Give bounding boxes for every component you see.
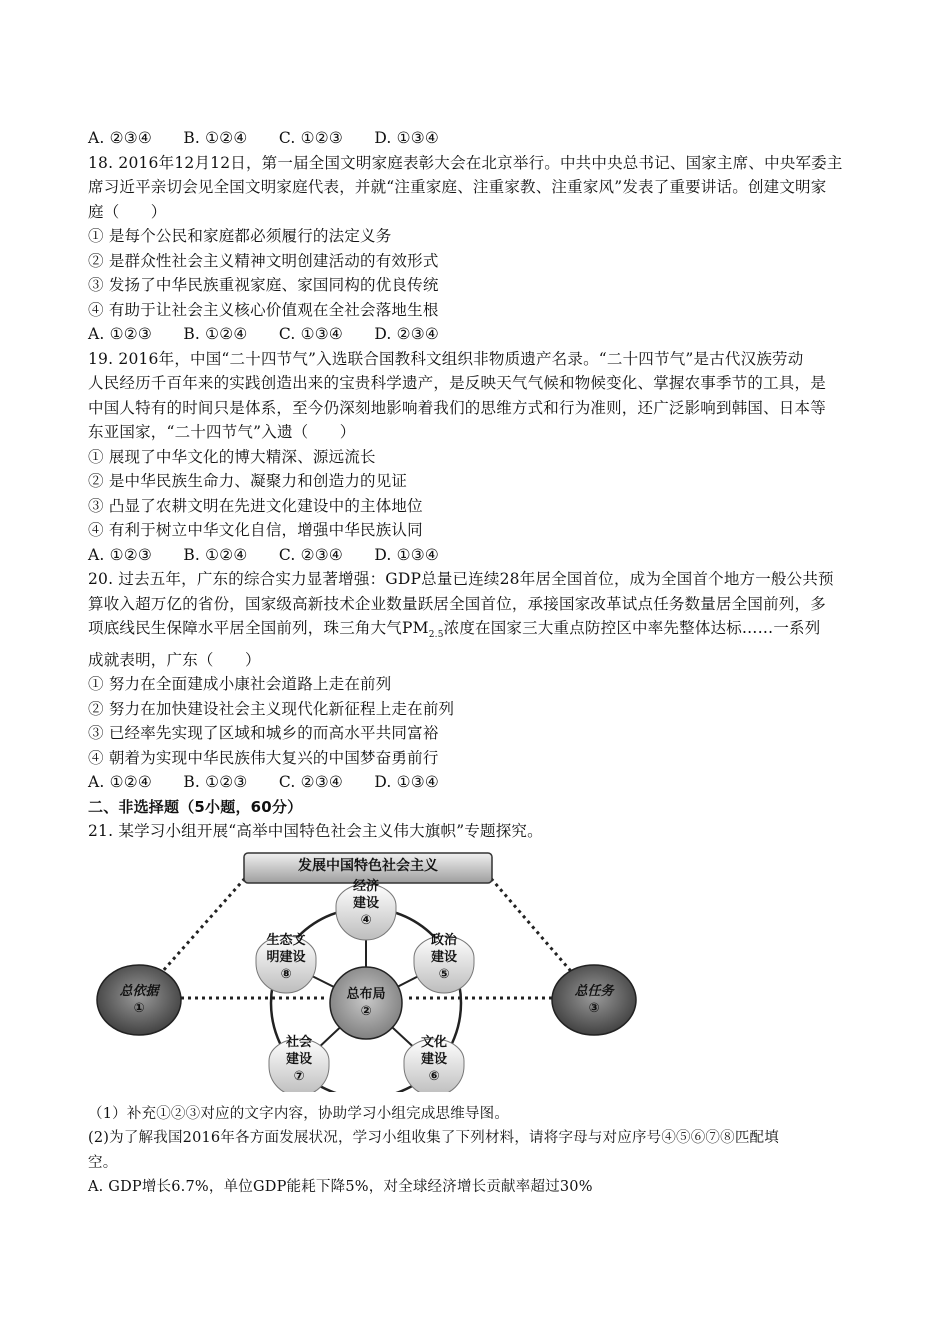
q18-stem-line-1: 18. 2016年12月12日，第一届全国文明家庭表彰大会在北京举行。中共中央总书记、国家主席、中央军委主 <box>88 153 843 172</box>
q20-stem-line-2: 算收入超万亿的省份，国家级高新技术企业数量跃居全国首位，承接国家改革试点任务数量居全国前列，多 <box>88 594 826 613</box>
right-circle-label: 总任务 ③ <box>574 983 614 1016</box>
left-circle-label: 总依据 ① <box>119 983 159 1016</box>
q18-item-3: ③ 发扬了中华民族重视家庭、家国同构的优良传统 <box>88 276 439 294</box>
q18-item-4: ④ 有助于让社会主义核心价值观在全社会落地生根 <box>88 300 439 319</box>
q19-stem-line-1: 19. 2016年，中国“二十四节气”入选联合国教科文组织非物质遗产名录。“二十四节气”是古代汉族劳动 <box>88 349 804 368</box>
q19-stem-line-4: 东亚国家，“二十四节气”入遗（ ） <box>88 423 356 441</box>
top-banner-label: 发展中国特色社会主义 <box>298 857 438 874</box>
q19-item-2: ② 是中华民族生命力、凝聚力和创造力的见证 <box>88 472 408 490</box>
node-society-label: 社会 建设 ⑦ <box>285 1034 312 1084</box>
q19-item-1: ① 展现了中华文化的博大精深、源远流长 <box>88 447 376 466</box>
node-culture-label: 文化 建设 ⑥ <box>420 1034 447 1084</box>
q21-sub2-line-1: (2)为了解我国2016年各方面发展状况，学习小组收集了下列材料，请将字母与对应序号④⑤⑥⑦⑧匹配填 <box>88 1130 779 1147</box>
q19-item-4: ④ 有利于树立中华文化自信，增强中华民族认同 <box>88 521 423 539</box>
q20-options: A. ①②④ B. ①②③ C. ②③④ D. ①③④ <box>88 773 439 792</box>
q18-options: A. ①②③ B. ①②④ C. ①③④ D. ②③④ <box>88 325 439 343</box>
q20-stem-line-3 <box>88 616 870 648</box>
q17-options: A. ②③④ B. ①②④ C. ①②③ D. ①③④ <box>88 129 439 147</box>
q21-sub1: （1）补充①②③对应的文字内容，协助学习小组完成思维导图。 <box>88 1105 510 1122</box>
q20-item-3: ③ 已经率先实现了区域和城乡的而高水平共同富裕 <box>88 724 439 743</box>
q20-stem-line-3b: 浓度在国家三大重点防控区中率先整体达标……一系列 <box>443 619 821 637</box>
q20-stem-line-4: 成就表明，广东（ ） <box>88 650 261 669</box>
node-ecology-label: 生态文 明建设 ⑧ <box>266 932 306 982</box>
q18-stem-line-3: 庭（ ） <box>88 202 167 221</box>
center-circle-label: 总布局 ② <box>346 986 386 1019</box>
node-politics-label: 政治 建设 ⑤ <box>430 932 457 982</box>
q18-item-1: ① 是每个公民和家庭都必须履行的法定义务 <box>88 227 392 245</box>
node-economy-label: 经济 建设 ④ <box>352 878 379 928</box>
q18-stem-line-2: 席习近平亲切会见全国文明家庭代表，并就“注重家庭、注重家教、注重家风”发表了重要讲话。创建文明家 <box>88 178 827 196</box>
pm-subscript: 2.5 <box>428 630 444 641</box>
q21-sub2-line-2: 空。 <box>88 1154 118 1171</box>
q19-stem-line-2: 人民经历千百年来的实践创造出来的宝贵科学遗产，是反映天气气候和物候变化、掌握农事季节的工具，是 <box>88 374 826 392</box>
section-heading: 二、非选择题（5小题，60分） <box>88 797 303 816</box>
q19-options: A. ①②③ B. ①②④ C. ②③④ D. ①③④ <box>88 545 439 564</box>
q20-item-2: ② 努力在加快建设社会主义现代化新征程上走在前列 <box>88 699 455 718</box>
mind-map-diagram <box>94 848 642 1092</box>
q21-material-a: A. GDP增长6.7%，单位GDP能耗下降5%，对全球经济增长贡献率超过30% <box>88 1179 593 1196</box>
q19-item-3: ③ 凸显了农耕文明在先进文化建设中的主体地位 <box>88 496 423 515</box>
q20-stem-line-1: 20. 过去五年，广东的综合实力显著增强：GDP总量已连续28年居全国首位，成为全国首个地方一般公共预 <box>88 570 834 588</box>
q20-item-4: ④ 朝着为实现中华民族伟大复兴的中国梦奋勇前行 <box>88 748 439 767</box>
exam-page <box>88 126 870 1200</box>
q20-stem-line-3a: 项底线民生保障水平居全国前列，珠三角大气PM <box>88 619 429 637</box>
q20-item-1: ① 努力在全面建成小康社会道路上走在前列 <box>88 675 392 694</box>
q19-stem-line-3: 中国人特有的时间只是体系，至今仍深刻地影响着我们的思维方式和行为准则，还广泛影响到韩国、日本等 <box>88 398 826 417</box>
q18-item-2: ② 是群众性社会主义精神文明创建活动的有效形式 <box>88 251 439 270</box>
q21-stem: 21. 某学习小组开展“高举中国特色社会主义伟大旗帜”专题探究。 <box>88 822 543 841</box>
